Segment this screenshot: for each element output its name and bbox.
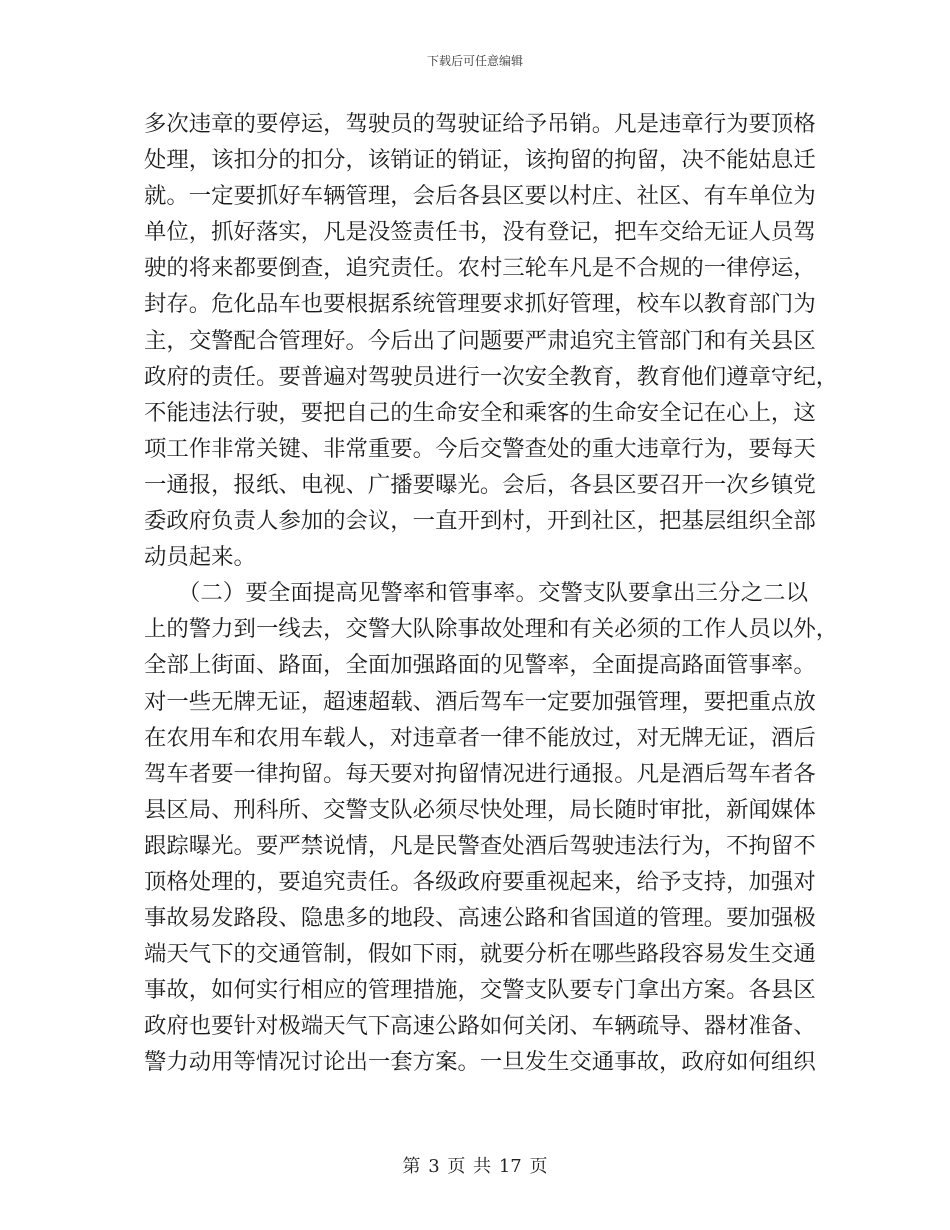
body-line: 一通报，报纸、电视、广播要曝光。会后，各县区要召开一次乡镇党 xyxy=(144,471,816,498)
page-number-footer: 第 3 页 共 17 页 xyxy=(402,1156,548,1177)
body-line: 跟踪曝光。要严禁说情，凡是民警查处酒后驾驶违法行为，不拘留不 xyxy=(144,832,816,859)
body-line: 顶格处理的，要追究责任。各级政府要重视起来，给予支持，加强对 xyxy=(144,868,816,895)
body-line: 处理，该扣分的扣分，该销证的销证，该拘留的拘留，决不能姑息迁 xyxy=(144,147,816,174)
body-line: 事故易发路段、隐患多的地段、高速公路和省国道的管理。要加强极 xyxy=(144,905,816,932)
body-line: 单位，抓好落实，凡是没签责任书，没有登记，把车交给无证人员驾 xyxy=(144,219,816,246)
body-line: 事故，如何实行相应的管理措施，交警支队要专门拿出方案。各县区 xyxy=(144,977,816,1004)
body-line: 驾车者要一律拘留。每天要对拘留情况进行通报。凡是酒后驾车者各 xyxy=(144,760,816,787)
body-line: 封存。危化品车也要根据系统管理要求抓好管理，校车以教育部门为 xyxy=(144,291,816,318)
body-line: 就。一定要抓好车辆管理，会后各县区要以村庄、社区、有车单位为 xyxy=(144,183,816,210)
body-line: 对一些无牌无证，超速超载、酒后驾车一定要加强管理，要把重点放 xyxy=(144,688,816,715)
body-line: 委政府负责人参加的会议，一直开到村，开到社区，把基层组织全部 xyxy=(144,508,816,535)
body-line: 警力动用等情况讨论出一套方案。一旦发生交通事故，政府如何组织 xyxy=(144,1049,816,1076)
body-line: 项工作非常关键、非常重要。今后交警查处的重大违章行为，要每天 xyxy=(144,435,816,462)
body-line: 在农用车和农用车载人，对违章者一律不能放过，对无牌无证，酒后 xyxy=(144,724,816,751)
body-line: 上的警力到一线去，交警大队除事故处理和有关必须的工作人员以外， xyxy=(144,616,839,643)
body-line: 主，交警配合管理好。今后出了问题要严肃追究主管部门和有关县区 xyxy=(144,327,816,354)
body-line: 全部上街面、路面，全面加强路面的见警率，全面提高路面管事率。 xyxy=(144,652,816,679)
document-body xyxy=(144,106,839,1081)
body-line: 动员起来。 xyxy=(144,544,256,571)
page-header: 下载后可任意编辑 xyxy=(426,54,523,68)
body-line: 端天气下的交通管制，假如下雨，就要分析在哪些路段容易发生交通 xyxy=(144,941,816,968)
body-line: 不能违法行驶，要把自己的生命安全和乘客的生命安全记在心上，这 xyxy=(144,399,816,426)
body-line: 政府也要针对极端天气下高速公路如何关闭、车辆疏导、器材准备、 xyxy=(144,1013,816,1040)
paragraph-start-line: （二）要全面提高见警率和管事率。交警支队要拿出三分之二以 xyxy=(144,580,808,607)
body-line: 多次违章的要停运，驾驶员的驾驶证给予吊销。凡是违章行为要顶格 xyxy=(144,111,816,137)
body-line: 政府的责任。要普遍对驾驶员进行一次安全教育，教育他们遵章守纪， xyxy=(144,363,839,390)
body-line: 驶的将来都要倒查，追究责任。农村三轮车凡是不合规的一律停运， xyxy=(144,255,816,282)
body-line: 县区局、刑科所、交警支队必须尽快处理，局长随时审批，新闻媒体 xyxy=(144,796,816,823)
